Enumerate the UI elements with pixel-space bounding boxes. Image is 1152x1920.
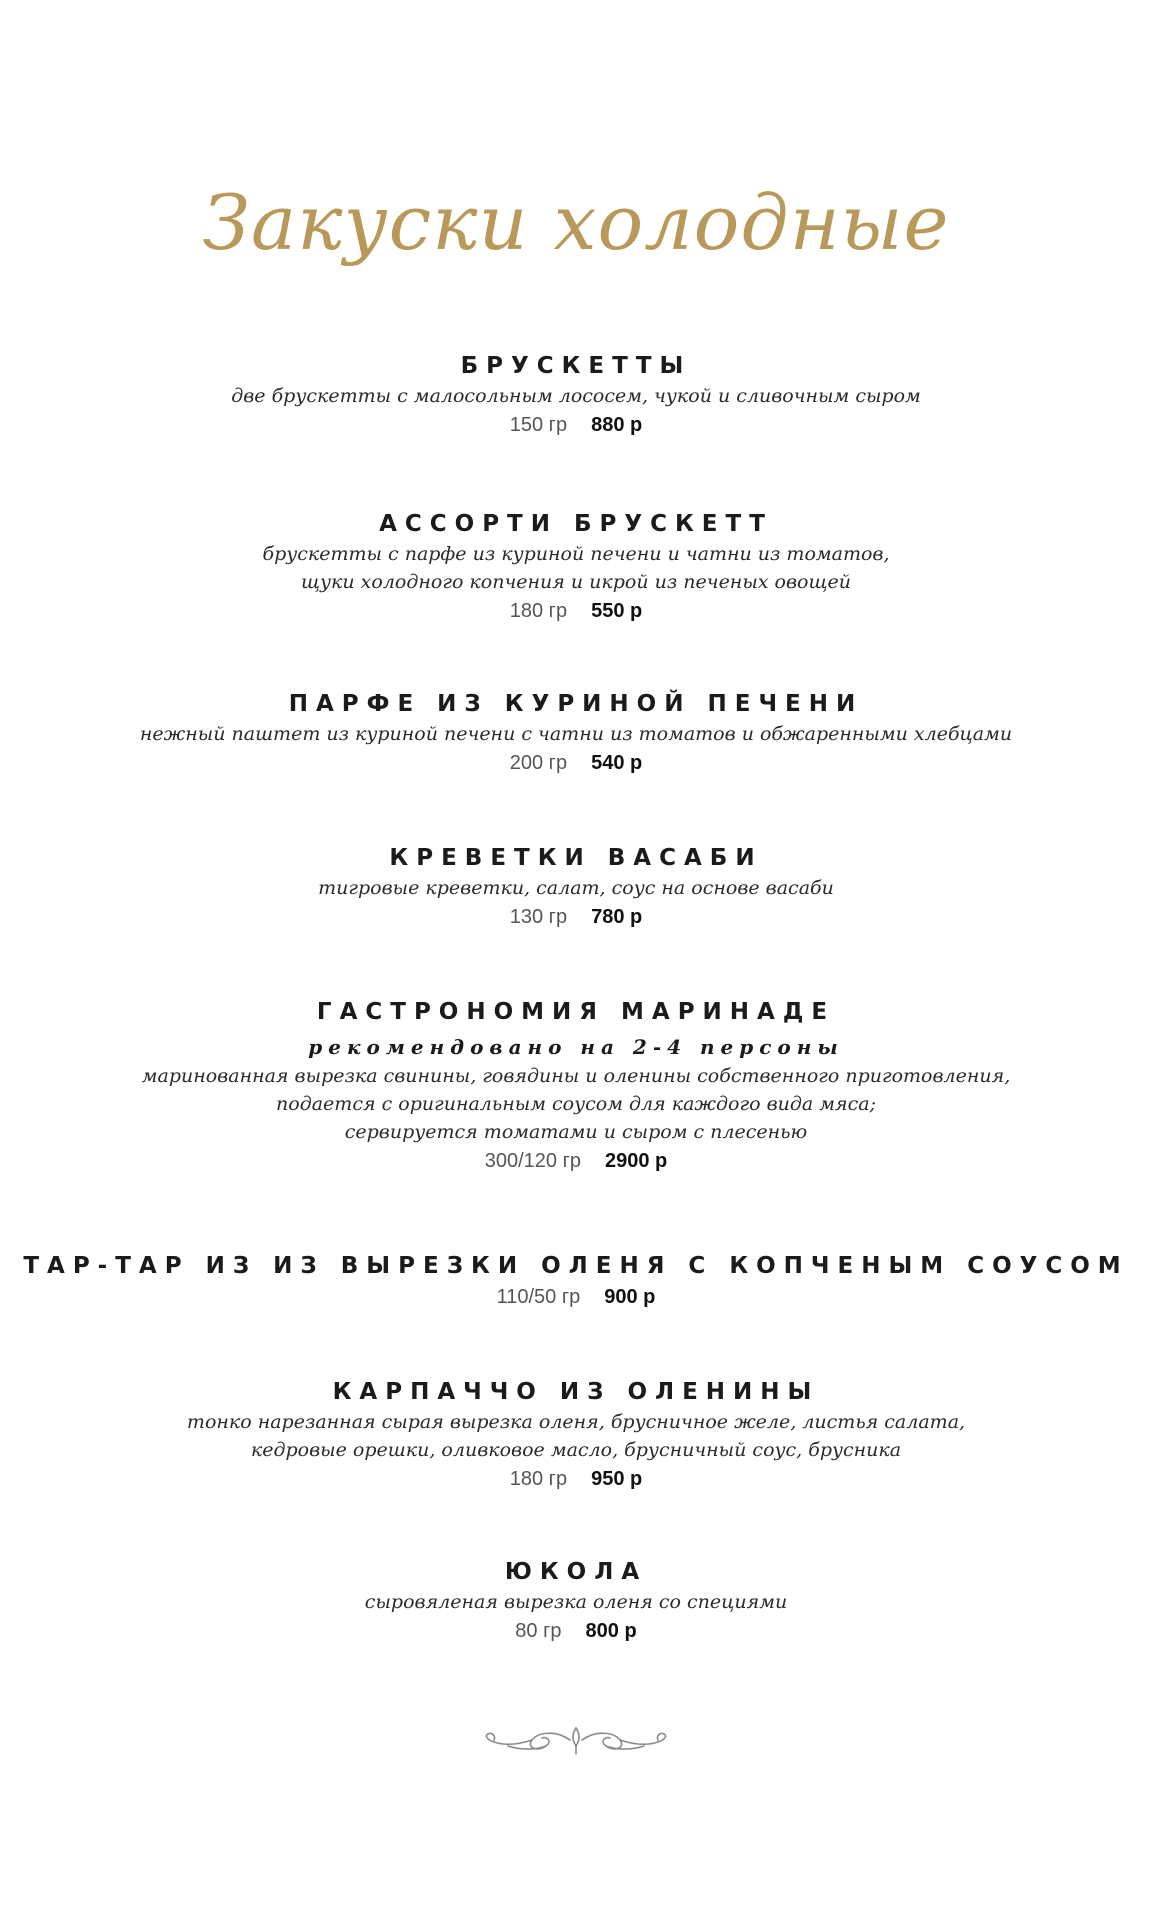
item-description: тигровые креветки, салат, соус на основе васаби xyxy=(318,877,834,899)
item-name: ТАР-ТАР ИЗ ИЗ ВЫРЕЗКИ ОЛЕНЯ С КОПЧЕНЫМ СОУСОМ xyxy=(23,1253,1129,1279)
item-weight: 300/120 гр xyxy=(484,1150,581,1172)
item-name: ПАРФЕ ИЗ КУРИНОЙ ПЕЧЕНИ xyxy=(288,691,864,717)
item-price: 900 р xyxy=(604,1286,656,1308)
item-description: сервируется томатами и сыром с плесенью xyxy=(344,1121,808,1143)
item-price: 780 р xyxy=(591,906,643,928)
item-name: АССОРТИ БРУСКЕТТ xyxy=(379,511,773,537)
item-name: ГАСТРОНОМИЯ МАРИНАДЕ xyxy=(316,999,836,1025)
item-name: БРУСКЕТТЫ xyxy=(460,353,692,379)
item-description: подается с оригинальным соусом для каждого вида мяса; xyxy=(276,1093,876,1115)
item-price: 550 р xyxy=(591,600,643,622)
menu-item xyxy=(0,1556,1152,1646)
item-price: 540 р xyxy=(591,752,643,774)
item-price-line xyxy=(0,1616,1152,1646)
menu-item xyxy=(0,996,1152,1176)
item-weight: 200 гр xyxy=(509,752,568,774)
item-price-line xyxy=(0,1464,1152,1494)
menu-item xyxy=(0,1376,1152,1494)
item-price: 880 р xyxy=(591,414,643,436)
item-price-line xyxy=(0,748,1152,778)
item-weight: 180 гр xyxy=(509,1468,568,1490)
item-price-line xyxy=(0,902,1152,932)
menu-item xyxy=(0,350,1152,440)
item-description: сыровяленая вырезка оленя со специями xyxy=(364,1591,788,1613)
menu-item xyxy=(0,842,1152,932)
item-price: 2900 р xyxy=(605,1150,668,1172)
item-description: брускетты с парфе из куриной печени и чатни из томатов, xyxy=(262,543,890,565)
item-price-line xyxy=(0,596,1152,626)
item-description: кедровые орешки, оливковое масло, брусничный соус, брусника xyxy=(250,1439,902,1461)
item-price-line xyxy=(0,1146,1152,1176)
item-weight: 150 гр xyxy=(509,414,568,436)
item-description: маринованная вырезка свинины, говядины и оленины собственного приготовления, xyxy=(141,1065,1011,1087)
item-name: ЮКОЛА xyxy=(504,1559,648,1585)
item-weight: 180 гр xyxy=(509,600,568,622)
item-description: щуки холодного копчения и икрой из печеных овощей xyxy=(301,571,851,593)
item-price: 800 р xyxy=(585,1620,637,1642)
menu-item xyxy=(0,1250,1152,1312)
menu-item xyxy=(0,688,1152,778)
item-weight: 110/50 гр xyxy=(496,1286,581,1308)
item-price-line xyxy=(0,410,1152,440)
menu-item xyxy=(0,508,1152,626)
item-description: две брускетты с малосольным лососем, чукой и сливочным сыром xyxy=(231,385,921,407)
item-weight: 80 гр xyxy=(515,1620,562,1642)
item-description: тонко нарезанная сырая вырезка оленя, брусничное желе, листья салата, xyxy=(186,1411,966,1433)
item-price-line xyxy=(0,1282,1152,1312)
item-description: нежный паштет из куриной печени с чатни из томатов и обжаренными хлебцами xyxy=(139,723,1013,745)
item-weight: 130 гр xyxy=(509,906,568,928)
flourish-divider-icon xyxy=(476,1720,676,1760)
item-name: КРЕВЕТКИ ВАСАБИ xyxy=(389,845,763,871)
item-name: КАРПАЧЧО ИЗ ОЛЕНИНЫ xyxy=(332,1379,820,1405)
item-price: 950 р xyxy=(591,1468,643,1490)
item-note: рекомендовано на 2-4 персоны xyxy=(308,1035,844,1059)
page-title: Закуски холодные xyxy=(202,178,950,267)
